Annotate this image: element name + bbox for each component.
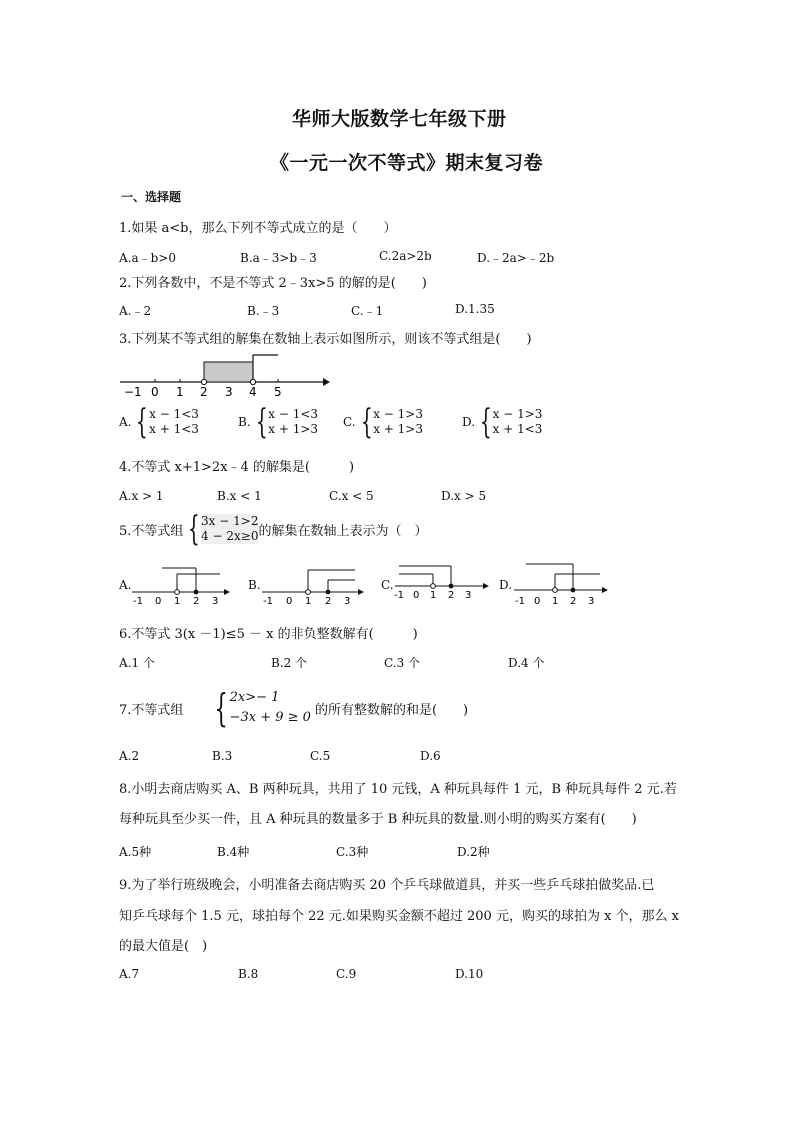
q3-tick-5: 5: [274, 385, 282, 396]
q1-option-c: C.2a>2b: [379, 249, 432, 263]
q7-suffix: 的所有整数解的和是( ): [314, 702, 469, 718]
q4-option-a: A.x > 1: [119, 489, 164, 503]
q3-option-a-label: A.: [119, 415, 132, 429]
q5-prefix: 5.不等式组: [119, 523, 184, 539]
q5c-tick-0: 0: [413, 590, 420, 601]
q7-option-a: A.2: [119, 749, 140, 763]
q3-b-line1: x − 1<3: [268, 407, 319, 421]
q2-option-b: B.﹣3: [247, 304, 280, 318]
question-6: 6.不等式 3(x －1)≤5 － x 的非负整数解有( ): [119, 627, 418, 642]
q3-tick-m1: −1: [124, 385, 142, 396]
q5-option-b-number-line: [260, 566, 366, 606]
q6-option-a: A.1 个: [119, 656, 155, 670]
q5a-tick-3: 3: [212, 596, 219, 606]
q5-line2: 4 − 2x≥0: [201, 529, 259, 543]
question-3: 3.下列某不等式组的解集在数轴上表示如图所示，则该不等式组是( ): [119, 332, 532, 347]
q8-option-b: B.4种: [217, 845, 250, 859]
section-heading: 一、选择题: [121, 190, 182, 204]
q5d-tick-m1: -1: [515, 596, 525, 606]
q3-tick-4: 4: [249, 385, 257, 396]
q4-option-c: C.x < 5: [329, 489, 374, 503]
q2-option-d: D.1.35: [455, 302, 495, 316]
q3-tick-3: 3: [225, 385, 233, 396]
q3-tick-2: 2: [200, 385, 208, 396]
q7-line2: −3x + 9 ≥ 0: [229, 710, 311, 725]
question-7: [119, 688, 468, 728]
q5-line1: 3x − 1>2: [201, 514, 259, 528]
q7-option-c: C.5: [310, 749, 331, 763]
q5-option-a-number-line: [130, 566, 232, 606]
q3-d-line1: x − 1>3: [492, 407, 543, 421]
q3-option-c: [343, 402, 423, 442]
q5-option-a-label: A.: [119, 578, 132, 592]
q1-option-d: D.﹣2a>﹣2b: [477, 251, 555, 265]
brace-icon: {: [360, 402, 373, 442]
q8-option-d: D.2种: [457, 845, 490, 859]
q3-d-line2: x + 1<3: [492, 422, 543, 436]
q3-tick-0: 0: [151, 385, 159, 396]
q9-option-b: B.8: [238, 967, 259, 981]
q5-option-c-label: C.: [381, 578, 394, 592]
q5a-tick-m1: -1: [133, 596, 143, 606]
q9-option-d: D.10: [455, 967, 484, 981]
q5-option-d-number-line: [512, 562, 610, 606]
q5-suffix: 的解集在数轴上表示为（ ）: [258, 523, 428, 539]
q3-c-line1: x − 1>3: [373, 407, 423, 421]
q6-option-b: B.2 个: [271, 656, 308, 670]
q3-tick-1: 1: [176, 385, 184, 396]
q3-number-line-figure: [118, 350, 333, 396]
q3-option-a: [119, 402, 199, 442]
q9-option-a: A.7: [119, 967, 140, 981]
question-9-line-2: 知乒乓球每个 1.5 元，球拍每个 22 元.如果购买金额不超过 200 元，购买的球拍为 x 个，那么 x: [119, 909, 680, 924]
q5-option-b-label: B.: [248, 578, 261, 592]
q2-option-a: A.﹣2: [119, 304, 152, 318]
q3-a-line1: x − 1<3: [149, 407, 199, 421]
q3-a-line2: x + 1<3: [149, 422, 199, 436]
question-8-line-2: 每种玩具至少买一件，且 A 种玩具的数量多于 B 种玩具的数量.则小明的购买方案有( ): [119, 812, 637, 827]
q4-option-b: B.x < 1: [217, 489, 262, 503]
q5c-tick-m1: -1: [394, 590, 404, 601]
q5b-tick-2: 2: [325, 596, 332, 606]
q5b-tick-0: 0: [286, 596, 293, 606]
q5d-tick-2: 2: [570, 596, 577, 606]
q5-option-d-label: D.: [499, 578, 513, 592]
q5c-tick-1: 1: [430, 590, 437, 601]
title-line-1: 华师大版数学七年级下册: [292, 108, 507, 130]
q8-option-a: A.5种: [119, 845, 152, 859]
brace-icon: {: [214, 686, 229, 730]
brace-icon: {: [479, 402, 492, 442]
q5d-tick-0: 0: [534, 596, 541, 606]
brace-icon: {: [136, 402, 149, 442]
q7-option-d: D.6: [420, 749, 441, 763]
q7-prefix: 7.不等式组: [119, 702, 184, 718]
question-5: [119, 509, 428, 549]
question-2: 2.下列各数中，不是不等式 2﹣3x>5 的解的是( ): [119, 276, 427, 291]
q3-option-b-label: B.: [238, 415, 251, 429]
brace-icon: {: [188, 509, 201, 549]
question-4: 4.不等式 x+1>2x﹣4 的解集是( ): [119, 460, 355, 475]
question-9-line-1: 9.为了举行班级晚会，小明准备去商店购买 20 个乒乓球做道具，并买一些乒乓球拍做奖品.已: [119, 878, 655, 893]
question-9-line-3: 的最大值是( ): [119, 939, 208, 954]
q3-c-line2: x + 1>3: [373, 422, 423, 436]
question-1: 1.如果 a<b，那么下列不等式成立的是（ ）: [119, 221, 397, 236]
title-line-2: 《一元一次不等式》期末复习卷: [270, 152, 544, 174]
q5b-tick-m1: -1: [263, 596, 273, 606]
q6-option-d: D.4 个: [508, 656, 545, 670]
q7-line1: 2x>− 1: [229, 690, 280, 705]
q4-option-d: D.x > 5: [441, 489, 487, 503]
q5c-tick-3: 3: [465, 590, 472, 601]
q3-option-b: [238, 402, 319, 442]
q5b-tick-1: 1: [305, 596, 312, 606]
q1-option-b: B.a﹣3>b﹣3: [240, 251, 317, 265]
q8-option-c: C.3种: [336, 845, 369, 859]
q7-option-b: B.3: [212, 749, 233, 763]
q3-b-line2: x + 1>3: [268, 422, 319, 436]
q6-option-c: C.3 个: [384, 656, 421, 670]
q3-option-d: [462, 402, 543, 442]
q5d-tick-1: 1: [552, 596, 559, 606]
q9-option-c: C.9: [336, 967, 357, 981]
q5d-tick-3: 3: [588, 596, 595, 606]
q5a-tick-2: 2: [193, 596, 200, 606]
q3-option-d-label: D.: [462, 415, 476, 429]
q5a-tick-0: 0: [155, 596, 162, 606]
brace-icon: {: [255, 402, 268, 442]
q3-option-c-label: C.: [343, 415, 356, 429]
q5b-tick-3: 3: [344, 596, 351, 606]
q1-option-a: A.a﹣b>0: [119, 251, 177, 265]
question-8-line-1: 8.小明去商店购买 A、B 两种玩具，共用了 10 元钱，A 种玩具每件 1 元，B 种玩具每件 2 元.若: [119, 782, 677, 797]
q5c-tick-2: 2: [448, 590, 455, 601]
q5a-tick-1: 1: [174, 596, 181, 606]
q2-option-c: C.﹣1: [351, 304, 384, 318]
q5-option-c-number-line: [393, 562, 491, 602]
